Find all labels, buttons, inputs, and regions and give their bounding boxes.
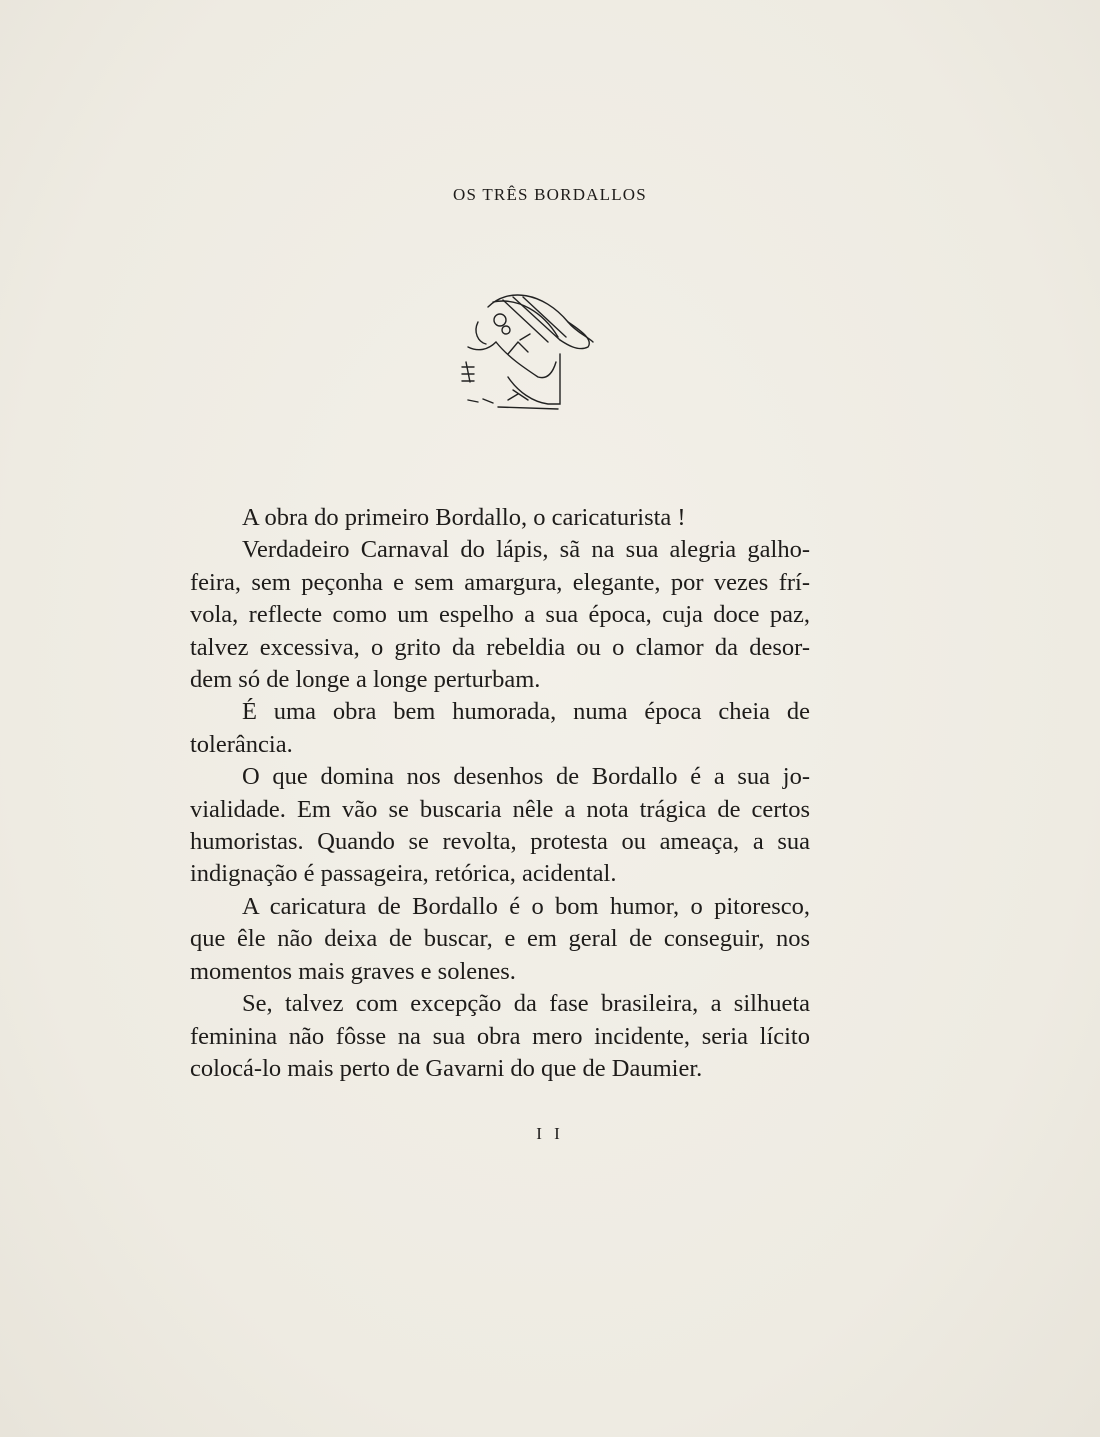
text-line: A caricatura de Bordallo é o bom humor, o pitoresco, [242, 892, 810, 920]
text-line: vialidade. Em vão se buscaria nêle a nota trágica de certos [190, 795, 810, 823]
caricature-sketch-illustration [448, 282, 598, 417]
text-line: Verdadeiro Carnaval do lápis, sã na sua alegria galho- [242, 536, 810, 564]
text-line: O que domina nos desenhos de Bordallo é a sua jo- [242, 763, 810, 791]
text-line: A obra do primeiro Bordallo, o caricaturista ! [242, 504, 686, 531]
text-line: indignação é passageira, retórica, acidental. [190, 860, 617, 888]
body-text [190, 502, 810, 1085]
text-line: feira, sem peçonha e sem amargura, elegante, por vezes frí- [190, 568, 810, 596]
text-line: tolerância. [190, 730, 293, 758]
text-line: É uma obra bem humorada, numa época cheia de [242, 698, 810, 726]
text-line: que êle não deixa de buscar, e em geral de conseguir, nos [190, 925, 810, 953]
text-line: talvez excessiva, o grito da rebeldia ou o clamor da desor- [190, 633, 810, 661]
text-line: colocá-lo mais perto de Gavarni do que de Daumier. [190, 1054, 703, 1082]
text-line: dem só de longe a longe perturbam. [190, 666, 541, 694]
text-line: feminina não fôsse na sua obra mero incidente, seria lícito [190, 1022, 810, 1050]
text-line: momentos mais graves e solenes. [190, 957, 516, 985]
text-line: Se, talvez com excepção da fase brasileira, a silhueta [242, 990, 810, 1018]
page-number: I I [536, 1124, 564, 1143]
text-line: vola, reflecte como um espelho a sua época, cuja doce paz, [190, 601, 810, 629]
running-head: OS TRÊS BORDALLOS [453, 185, 647, 204]
text-line: humoristas. Quando se revolta, protesta ou ameaça, a sua [190, 828, 810, 856]
